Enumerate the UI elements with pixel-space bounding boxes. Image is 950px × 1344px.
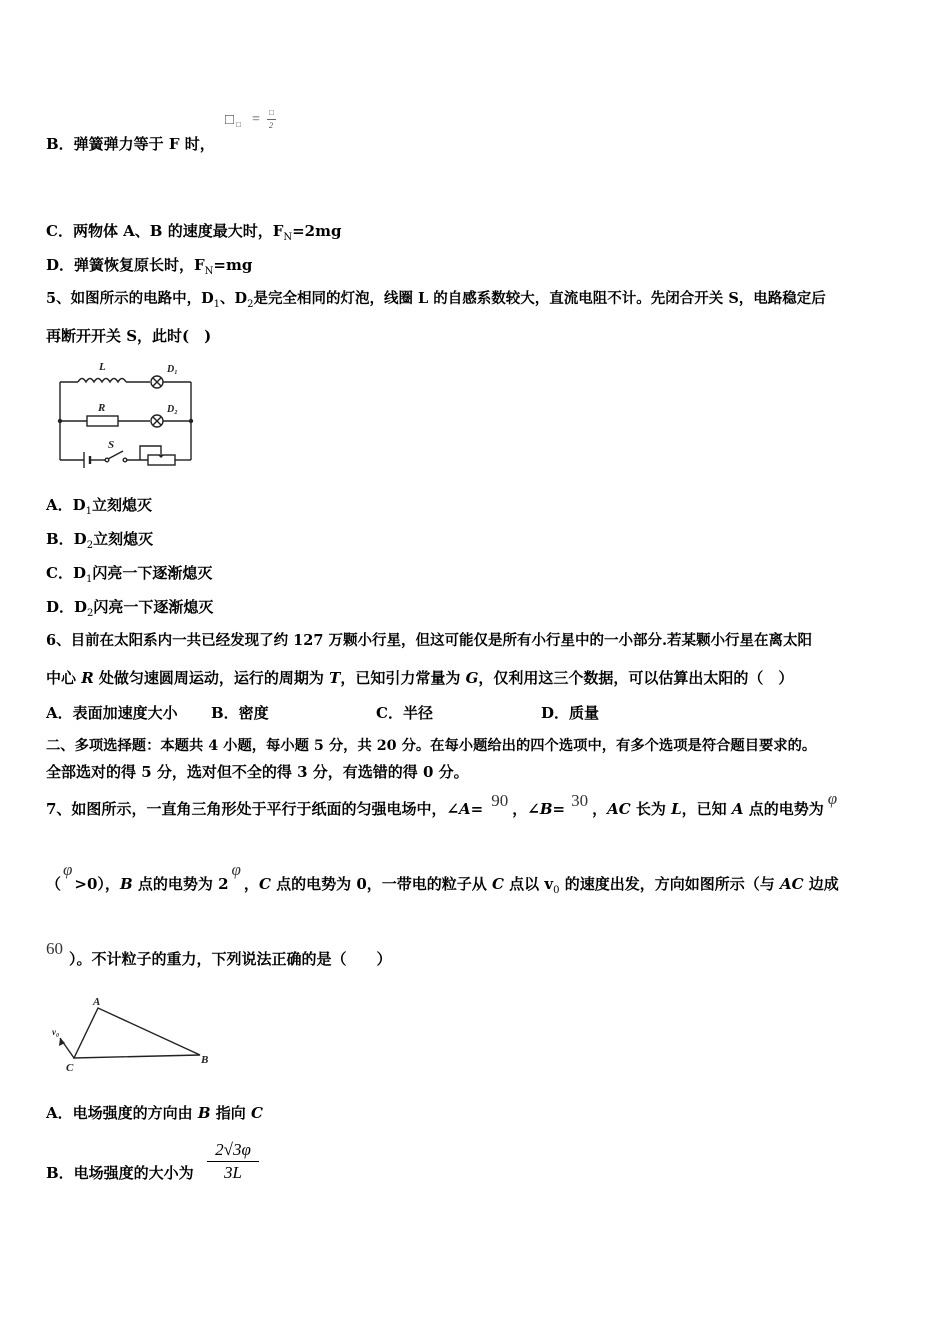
q6-stem2-t: T	[329, 669, 341, 687]
q6-opt-d: D．质量	[541, 704, 600, 722]
q7-s2-C: C	[258, 875, 271, 893]
q4-option-d-post: =mg	[213, 256, 253, 274]
q5-option-b	[46, 529, 153, 556]
q7-opt-a-C: C	[251, 1104, 263, 1122]
q7-frac-den: 3L	[224, 1163, 242, 1182]
section2-line1	[46, 736, 816, 756]
q5-circuit-diagram	[50, 358, 200, 470]
q7-s1-A2: A	[731, 800, 744, 818]
q7-option-a	[46, 1103, 263, 1123]
q6-opt-b: B．密度	[211, 704, 269, 722]
q7-s1-a: 7、如图所示，一直角三角形处于平行于纸面的匀强电场中，∠	[46, 800, 460, 818]
q4-formula-lhs: □	[225, 112, 235, 128]
q4-option-c-pre: C．两物体 A、B 的速度最大时，F	[46, 222, 284, 240]
q4-formula-den: 2	[269, 121, 273, 130]
q7-phi-2: φ	[63, 860, 73, 879]
q6-stem1: 6、目前在太阳系内一共已经发现了约 127 万颗小行星，但这可能仅是所有小行星中的一小部分.若某颗小行星在离太阳	[46, 632, 812, 649]
q5-opt-d-pre: D．D	[46, 598, 88, 616]
figure-label-b: B	[201, 1054, 209, 1066]
q5-opt-c-post: 闪亮一下逐渐熄灭	[92, 564, 213, 582]
q7-s2-sub0: 0	[553, 885, 560, 896]
q6-opt-a: A．表面加速度大小	[46, 704, 178, 722]
q7-s1-d: =	[552, 800, 566, 818]
figure-label-c: C	[66, 1062, 74, 1074]
q7-option-b	[46, 1163, 194, 1183]
q6-option-d	[541, 703, 599, 723]
q5-opt-a-sub: 1	[85, 506, 93, 517]
q6-stem2-b: 处做匀速圆周运动，运行的周期为	[93, 669, 330, 687]
q6-stem2-g: G	[465, 669, 479, 687]
q7-s1-ac: AC	[607, 800, 631, 818]
q5-option-c	[46, 563, 212, 590]
q5-stem1-a: 5、如图所示的电路中，D	[46, 290, 214, 307]
q4-formula-num: □	[269, 108, 274, 117]
section2-text2: 全部选对的得 5 分，选对但不全的得 3 分，有选错的得 0 分。	[46, 763, 469, 781]
q7-frac-bar	[207, 1161, 259, 1162]
q7-s1-A: A	[459, 800, 471, 818]
q4-option-d-sub: N	[204, 266, 214, 277]
q7-angle-60: 60	[46, 939, 63, 958]
q5-option-d	[46, 597, 213, 624]
q7-s1-g: ，已知	[681, 800, 732, 818]
q6-opt-c: C．半径	[376, 704, 433, 722]
q5-stem1-s1: 1	[213, 298, 221, 310]
q4-option-d-pre: D．弹簧恢复原长时，F	[46, 256, 205, 274]
q6-option-a	[46, 703, 178, 723]
q4-option-b	[46, 134, 215, 154]
q7-s2-ac: AC	[779, 875, 804, 893]
q7-s2-b: >0），	[74, 875, 120, 893]
q6-stem-line2	[46, 668, 793, 688]
q7-s2-d: ，	[243, 875, 259, 893]
q7-opt-a-B: B	[197, 1104, 211, 1122]
q5-stem-line2	[46, 326, 211, 346]
q7-s2-B: B	[119, 875, 133, 893]
q7-s1-B: B	[539, 800, 553, 818]
q5-stem-line1	[46, 289, 826, 315]
q4-formula-eq: =	[252, 112, 260, 127]
q6-stem2-c: ，已知引力常量为	[340, 669, 466, 687]
q5-stem1-b: 、D	[220, 290, 248, 307]
q7-s1-h: 点的电势为	[743, 800, 824, 818]
q7-s2-C2: C	[492, 875, 504, 893]
circuit-label-s: S	[108, 439, 115, 451]
q7-stem-line2	[46, 860, 839, 901]
circuit-label-l: L	[99, 361, 106, 373]
q5-opt-b-post: 立刻熄灭	[93, 530, 154, 548]
q5-stem1-s2: 2	[247, 298, 254, 310]
q6-stem2-r: R	[81, 669, 94, 687]
q7-s2-f: 点以 v	[503, 875, 554, 893]
q5-opt-c-sub: 1	[85, 574, 93, 585]
section2-text1: 二、多项选择题：本题共 4 小题，每小题 5 分，共 20 分。在每小题给出的四个选项中，有多个选项是符合题目要求的。	[46, 738, 817, 754]
q7-s2-h: 边成	[803, 875, 839, 893]
q7-phi-1: φ	[827, 789, 838, 808]
q5-stem2: 再断开开关 S，此时( )	[46, 327, 212, 345]
q6-option-b	[211, 703, 269, 723]
section2-line2	[46, 762, 469, 782]
q5-opt-b-pre: B．D	[46, 530, 87, 548]
q7-opt-a-b: 指向	[210, 1104, 252, 1122]
q7-phi-3: φ	[231, 860, 241, 879]
q7-opt-a-a: A．电场强度的方向由	[46, 1104, 198, 1122]
q4-option-b-text: B．弹簧弹力等于 F 时，	[46, 135, 215, 153]
q7-stem-line3	[46, 939, 392, 969]
q5-opt-a-pre: A．D	[46, 496, 86, 514]
q5-opt-a-post: 立刻熄灭	[92, 496, 153, 514]
q7-triangle-figure	[50, 995, 215, 1075]
q7-opt-b-a: B．电场强度的大小为	[46, 1164, 194, 1182]
circuit-label-d2: D₂	[167, 404, 178, 415]
q6-stem-line1	[46, 631, 812, 651]
q7-s1-b: =	[470, 800, 484, 818]
q5-opt-d-post: 闪亮一下逐渐熄灭	[93, 598, 214, 616]
q5-stem1-c: 是完全相同的灯泡，线圈 L 的自感系数较大，直流电阻不计。先闭合开关 S，电路稳定后	[253, 290, 826, 307]
q7-stem-line1	[46, 789, 838, 819]
q4-formula-sub: □	[236, 120, 241, 129]
q7-s2-a: （	[46, 875, 62, 893]
q7-s1-l: L	[671, 800, 682, 818]
figure-label-a: A	[93, 996, 101, 1008]
q7-s2-e: 点的电势为 0，一带电的粒子从	[270, 875, 492, 893]
q6-option-c	[376, 703, 433, 723]
q4-option-d	[46, 255, 252, 282]
q4-option-b-formula	[225, 108, 285, 138]
q7-frac-num: 2√3φ	[215, 1140, 251, 1159]
circuit-label-d1: D₁	[167, 364, 178, 375]
figure-label-v0: v₀	[52, 1027, 60, 1037]
q7-s1-f: 长为	[630, 800, 672, 818]
q5-opt-d-sub: 2	[87, 608, 94, 619]
q7-angle-a: 90	[491, 791, 509, 810]
q4-option-c	[46, 221, 341, 248]
q7-s2-c: 点的电势为 2	[132, 875, 229, 893]
q5-option-a	[46, 495, 152, 522]
q5-opt-b-sub: 2	[86, 540, 94, 551]
q7-option-b-fraction	[207, 1140, 259, 1183]
q4-formula-bar	[267, 119, 276, 120]
q6-stem2-d: ，仅利用这三个数据，可以估算出太阳的（ ）	[478, 669, 794, 687]
q7-s1-e: ，	[592, 800, 608, 818]
circuit-label-r: R	[98, 402, 106, 414]
q6-stem2-a: 中心	[46, 669, 82, 687]
q4-option-c-sub: N	[283, 232, 293, 243]
q7-s3-a: ）。不计粒子的重力，下列说法正确的是（ ）	[69, 950, 392, 968]
q7-angle-b: 30	[571, 791, 589, 810]
q4-option-c-post: =2mg	[292, 222, 342, 240]
q5-opt-c-pre: C．D	[46, 564, 86, 582]
q7-s1-c: ，∠	[512, 800, 540, 818]
q7-s2-g: 的速度出发，方向如图所示（与	[559, 875, 780, 893]
